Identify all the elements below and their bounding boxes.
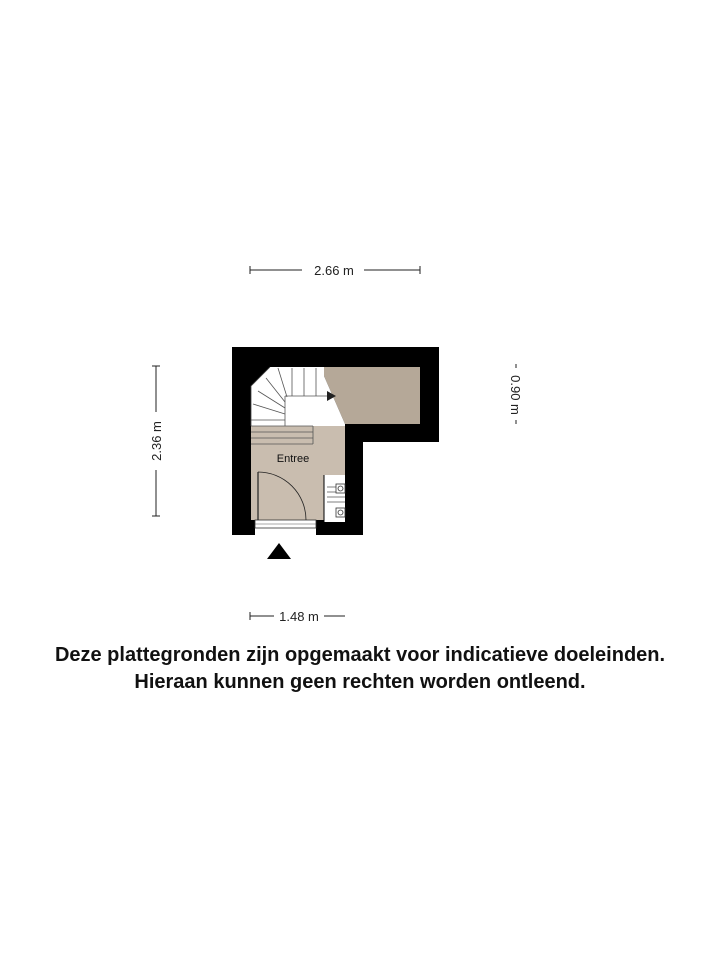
dimension-bottom xyxy=(250,609,345,624)
dimension-top xyxy=(250,263,420,278)
dimension-left-label: 2.36 m xyxy=(149,421,164,461)
dimension-right-label: 0.90 m xyxy=(508,375,523,415)
dimension-bottom-label: 1.48 m xyxy=(279,609,319,624)
dimension-left xyxy=(149,366,164,516)
disclaimer-line-2: Hieraan kunnen geen rechten worden ontleend. xyxy=(134,671,586,693)
dimension-right xyxy=(508,364,523,424)
entrance-marker-icon xyxy=(267,543,291,559)
meter-cupboard xyxy=(324,475,345,522)
dimension-top-label: 2.66 m xyxy=(314,263,354,278)
room-label-entree: Entree xyxy=(276,453,310,465)
disclaimer-line-1: Deze plattegronden zijn opgemaakt voor indicatieve doeleinden. xyxy=(54,644,666,666)
